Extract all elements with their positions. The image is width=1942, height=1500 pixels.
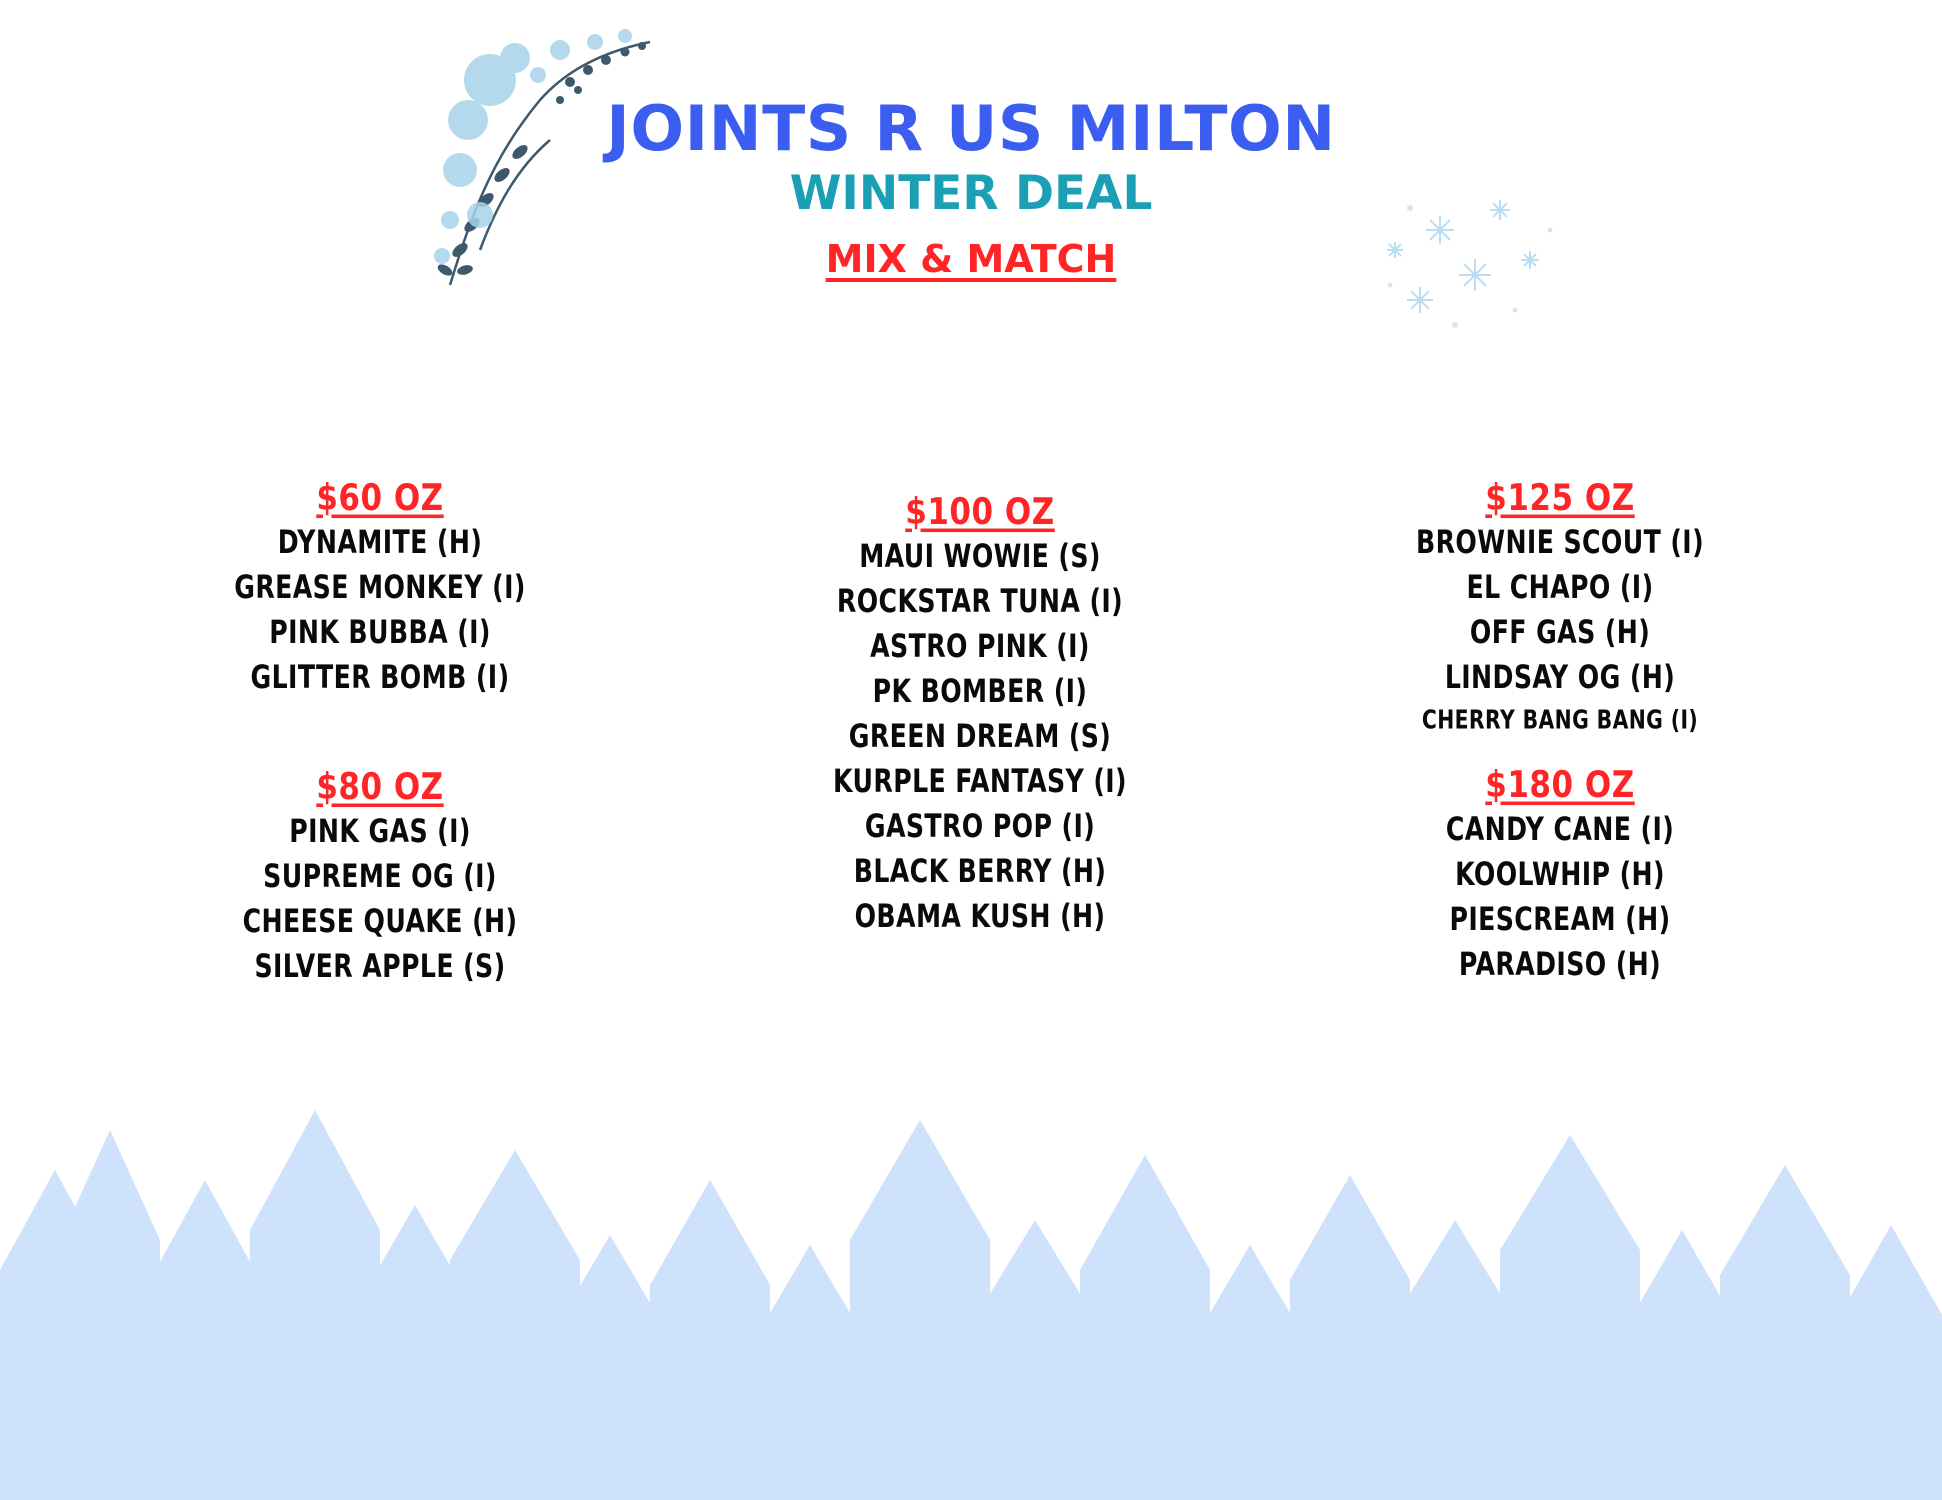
page-title: JOINTS R US MILTON bbox=[606, 92, 1336, 165]
strain-item: MAUI WOWIE (S) bbox=[859, 538, 1101, 576]
strain-item: BROWNIE SCOUT (I) bbox=[1415, 524, 1704, 562]
price-heading: $180 OZ bbox=[1485, 763, 1635, 807]
price-group-125oz bbox=[1340, 476, 1780, 735]
price-heading: $100 OZ bbox=[905, 490, 1055, 534]
menu-header bbox=[0, 0, 1942, 283]
strain-item: EL CHAPO (I) bbox=[1466, 569, 1654, 607]
price-column-3 bbox=[1340, 476, 1780, 997]
strain-item: PINK BUBBA (I) bbox=[269, 614, 491, 652]
strain-item: PK BOMBER (I) bbox=[872, 673, 1088, 711]
strain-item: GREEN DREAM (S) bbox=[848, 718, 1112, 756]
strain-item: LINDSAY OG (H) bbox=[1444, 659, 1676, 697]
strain-item: ASTRO PINK (I) bbox=[870, 628, 1090, 666]
strain-item: GASTRO POP (I) bbox=[864, 808, 1096, 846]
strain-item: OFF GAS (H) bbox=[1469, 614, 1651, 652]
strain-item: OBAMA KUSH (H) bbox=[854, 898, 1106, 936]
strain-item: CHERRY BANG BANG (I) bbox=[1421, 705, 1699, 735]
strain-item: KOOLWHIP (H) bbox=[1455, 856, 1665, 894]
strain-item: CHEESE QUAKE (H) bbox=[242, 903, 518, 941]
price-heading: $60 OZ bbox=[316, 476, 444, 520]
strain-item: PINK GAS (I) bbox=[289, 813, 471, 851]
price-group-60oz bbox=[130, 476, 630, 697]
price-group-100oz bbox=[730, 490, 1230, 936]
strain-item: SILVER APPLE (S) bbox=[254, 948, 506, 986]
strain-item: GREASE MONKEY (I) bbox=[234, 569, 526, 607]
price-heading: $80 OZ bbox=[316, 765, 444, 809]
strain-item: BLACK BERRY (H) bbox=[853, 853, 1107, 891]
strain-item: ROCKSTAR TUNA (I) bbox=[836, 583, 1124, 621]
price-group-80oz bbox=[130, 765, 630, 986]
price-heading: $125 OZ bbox=[1485, 476, 1635, 520]
mix-match-label: MIX & MATCH bbox=[825, 237, 1117, 282]
strain-item: PIESCREAM (H) bbox=[1449, 901, 1671, 939]
strain-item: SUPREME OG (I) bbox=[263, 858, 497, 896]
price-columns bbox=[0, 476, 1942, 1100]
strain-item: DYNAMITE (H) bbox=[277, 524, 483, 562]
strain-item: CANDY CANE (I) bbox=[1445, 811, 1675, 849]
strain-item: KURPLE FANTASY (I) bbox=[833, 763, 1127, 801]
price-group-180oz bbox=[1340, 763, 1780, 984]
page-subtitle: WINTER DEAL bbox=[789, 166, 1153, 222]
price-column-2 bbox=[730, 490, 1230, 949]
strain-item: PARADISO (H) bbox=[1458, 946, 1662, 984]
strain-item: GLITTER BOMB (I) bbox=[250, 659, 510, 697]
price-column-1 bbox=[130, 476, 630, 999]
